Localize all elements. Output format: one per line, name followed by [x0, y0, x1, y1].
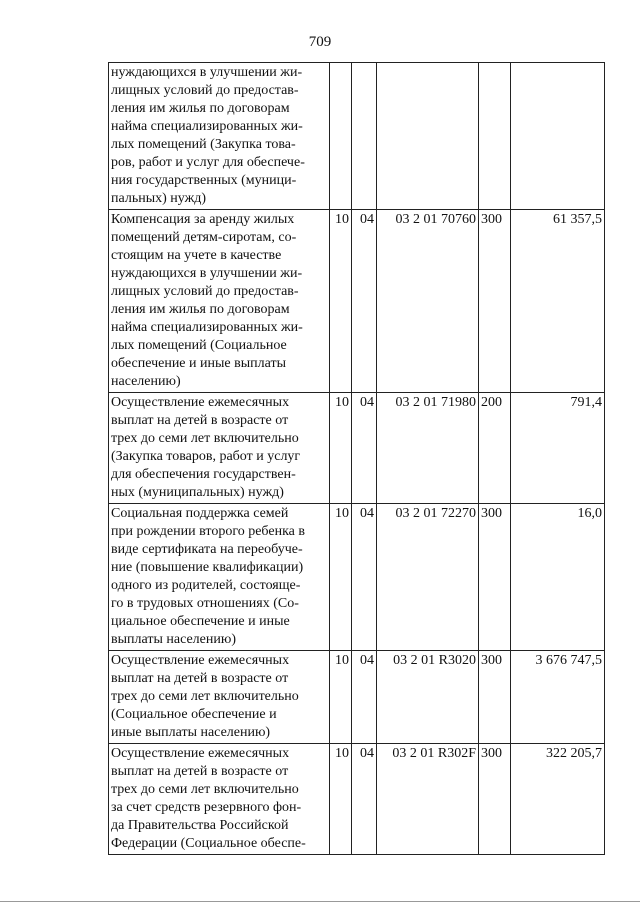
expense-type-cell: 300 — [479, 744, 511, 855]
expense-name-line: ние (повышение квалификации) — [111, 560, 304, 575]
section-code-cell: 10 — [330, 504, 352, 651]
expense-name-line: го в трудовых отношениях (Со- — [111, 596, 299, 611]
expense-name-line: Осуществление ежемесячных — [111, 653, 290, 668]
expense-name-line: лищных условий до предостав- — [111, 83, 299, 98]
section-code-cell: 10 — [330, 210, 352, 393]
subsection-code-cell: 04 — [352, 210, 377, 393]
subsection-code-cell: 04 — [352, 393, 377, 504]
expense-name-line: трех до семи лет включительно — [111, 782, 299, 797]
expense-type-cell: 200 — [479, 393, 511, 504]
expense-name-line: (Закупка товаров, работ и услуг — [111, 449, 301, 464]
table-row — [109, 210, 605, 393]
expense-name-line: ления им жилья по договорам — [111, 302, 290, 317]
expense-name-line: Компенсация за аренду жилых — [111, 212, 295, 227]
target-article-cell: 03 2 01 R3020 — [377, 651, 479, 744]
expense-name-line: найма специализированных жи- — [111, 320, 303, 335]
amount-cell: 322 205,7 — [511, 744, 605, 855]
expense-name-cell — [109, 504, 330, 651]
subsection-code-cell: 04 — [352, 651, 377, 744]
expense-name-cell — [109, 63, 330, 210]
expense-name-line: для обеспечения государствен- — [111, 467, 296, 482]
target-article-cell: 03 2 01 R302F — [377, 744, 479, 855]
target-article-cell: 03 2 01 71980 — [377, 393, 479, 504]
expense-name-line: Социальная поддержка семей — [111, 506, 289, 521]
expense-name-line: лых помещений (Социальное — [111, 338, 287, 353]
expense-name-line: помещений детям-сиротам, со- — [111, 230, 297, 245]
expense-name-cell — [109, 393, 330, 504]
expense-name-line: обеспечение и иные выплаты — [111, 356, 286, 371]
expense-name-line: Осуществление ежемесячных — [111, 395, 290, 410]
section-code-cell: 10 — [330, 651, 352, 744]
expense-name-line: выплаты населению) — [111, 632, 236, 647]
expense-name-line: да Правительства Российской — [111, 818, 289, 833]
section-code-cell: 10 — [330, 744, 352, 855]
expense-name-line: трех до семи лет включительно — [111, 689, 299, 704]
table-row — [109, 63, 605, 210]
table-row — [109, 393, 605, 504]
table-row — [109, 504, 605, 651]
amount-cell: 16,0 — [511, 504, 605, 651]
amount-cell: 3 676 747,5 — [511, 651, 605, 744]
expense-name-line: ления им жилья по договорам — [111, 101, 290, 116]
table-row — [109, 651, 605, 744]
target-article-cell: 03 2 01 70760 — [377, 210, 479, 393]
subsection-code-cell: 04 — [352, 504, 377, 651]
expense-name-line: ров, работ и услуг для обеспече- — [111, 155, 305, 170]
expense-name-line: за счет средств резервного фон- — [111, 800, 302, 815]
amount-cell: 61 357,5 — [511, 210, 605, 393]
page-number: 709 — [308, 34, 332, 50]
expense-name-line: найма специализированных жи- — [111, 119, 303, 134]
section-code-cell — [330, 63, 352, 210]
section-code-cell: 10 — [330, 393, 352, 504]
expense-name-line: трех до семи лет включительно — [111, 431, 299, 446]
expense-name-line: населению) — [111, 374, 181, 389]
expense-name-line: выплат на детей в возрасте от — [111, 671, 289, 686]
amount-cell: 791,4 — [511, 393, 605, 504]
expense-name-line: виде сертификата на переобуче- — [111, 542, 303, 557]
target-article-cell — [377, 63, 479, 210]
expense-type-cell: 300 — [479, 504, 511, 651]
expense-name-line: циальное обеспечение и иные — [111, 614, 290, 629]
expense-name-line: выплат на детей в возрасте от — [111, 764, 289, 779]
expense-name-line: при рождении второго ребенка в — [111, 524, 305, 539]
expense-type-cell — [479, 63, 511, 210]
expense-name-line: выплат на детей в возрасте от — [111, 413, 289, 428]
expense-name-line: одного из родителей, состояще- — [111, 578, 301, 593]
expense-name-line: лищных условий до предостав- — [111, 284, 299, 299]
subsection-code-cell: 04 — [352, 744, 377, 855]
expense-type-cell: 300 — [479, 210, 511, 393]
expense-name-line: ных (муниципальных) нужд) — [111, 485, 284, 500]
expense-name-line: Осуществление ежемесячных — [111, 746, 290, 761]
subsection-code-cell — [352, 63, 377, 210]
table-row — [109, 744, 605, 855]
expense-name-cell — [109, 744, 330, 855]
expense-name-line: нуждающихся в улучшении жи- — [111, 65, 303, 80]
expense-name-line: иные выплаты населению) — [111, 725, 271, 740]
expense-name-line: нуждающихся в улучшении жи- — [111, 266, 303, 281]
expense-name-line: Федерации (Социальное обеспе- — [111, 836, 306, 851]
expense-name-line: ния государственных (муници- — [111, 173, 297, 188]
expense-name-line: стоящим на учете в качестве — [111, 248, 282, 263]
budget-table — [108, 62, 605, 855]
expense-name-line: (Социальное обеспечение и — [111, 707, 277, 722]
bottom-rule — [0, 901, 640, 902]
expense-name-cell — [109, 651, 330, 744]
expense-name-line: пальных) нужд) — [111, 191, 207, 206]
expense-name-cell — [109, 210, 330, 393]
expense-type-cell: 300 — [479, 651, 511, 744]
target-article-cell: 03 2 01 72270 — [377, 504, 479, 651]
expense-name-line: лых помещений (Закупка това- — [111, 137, 296, 152]
amount-cell — [511, 63, 605, 210]
